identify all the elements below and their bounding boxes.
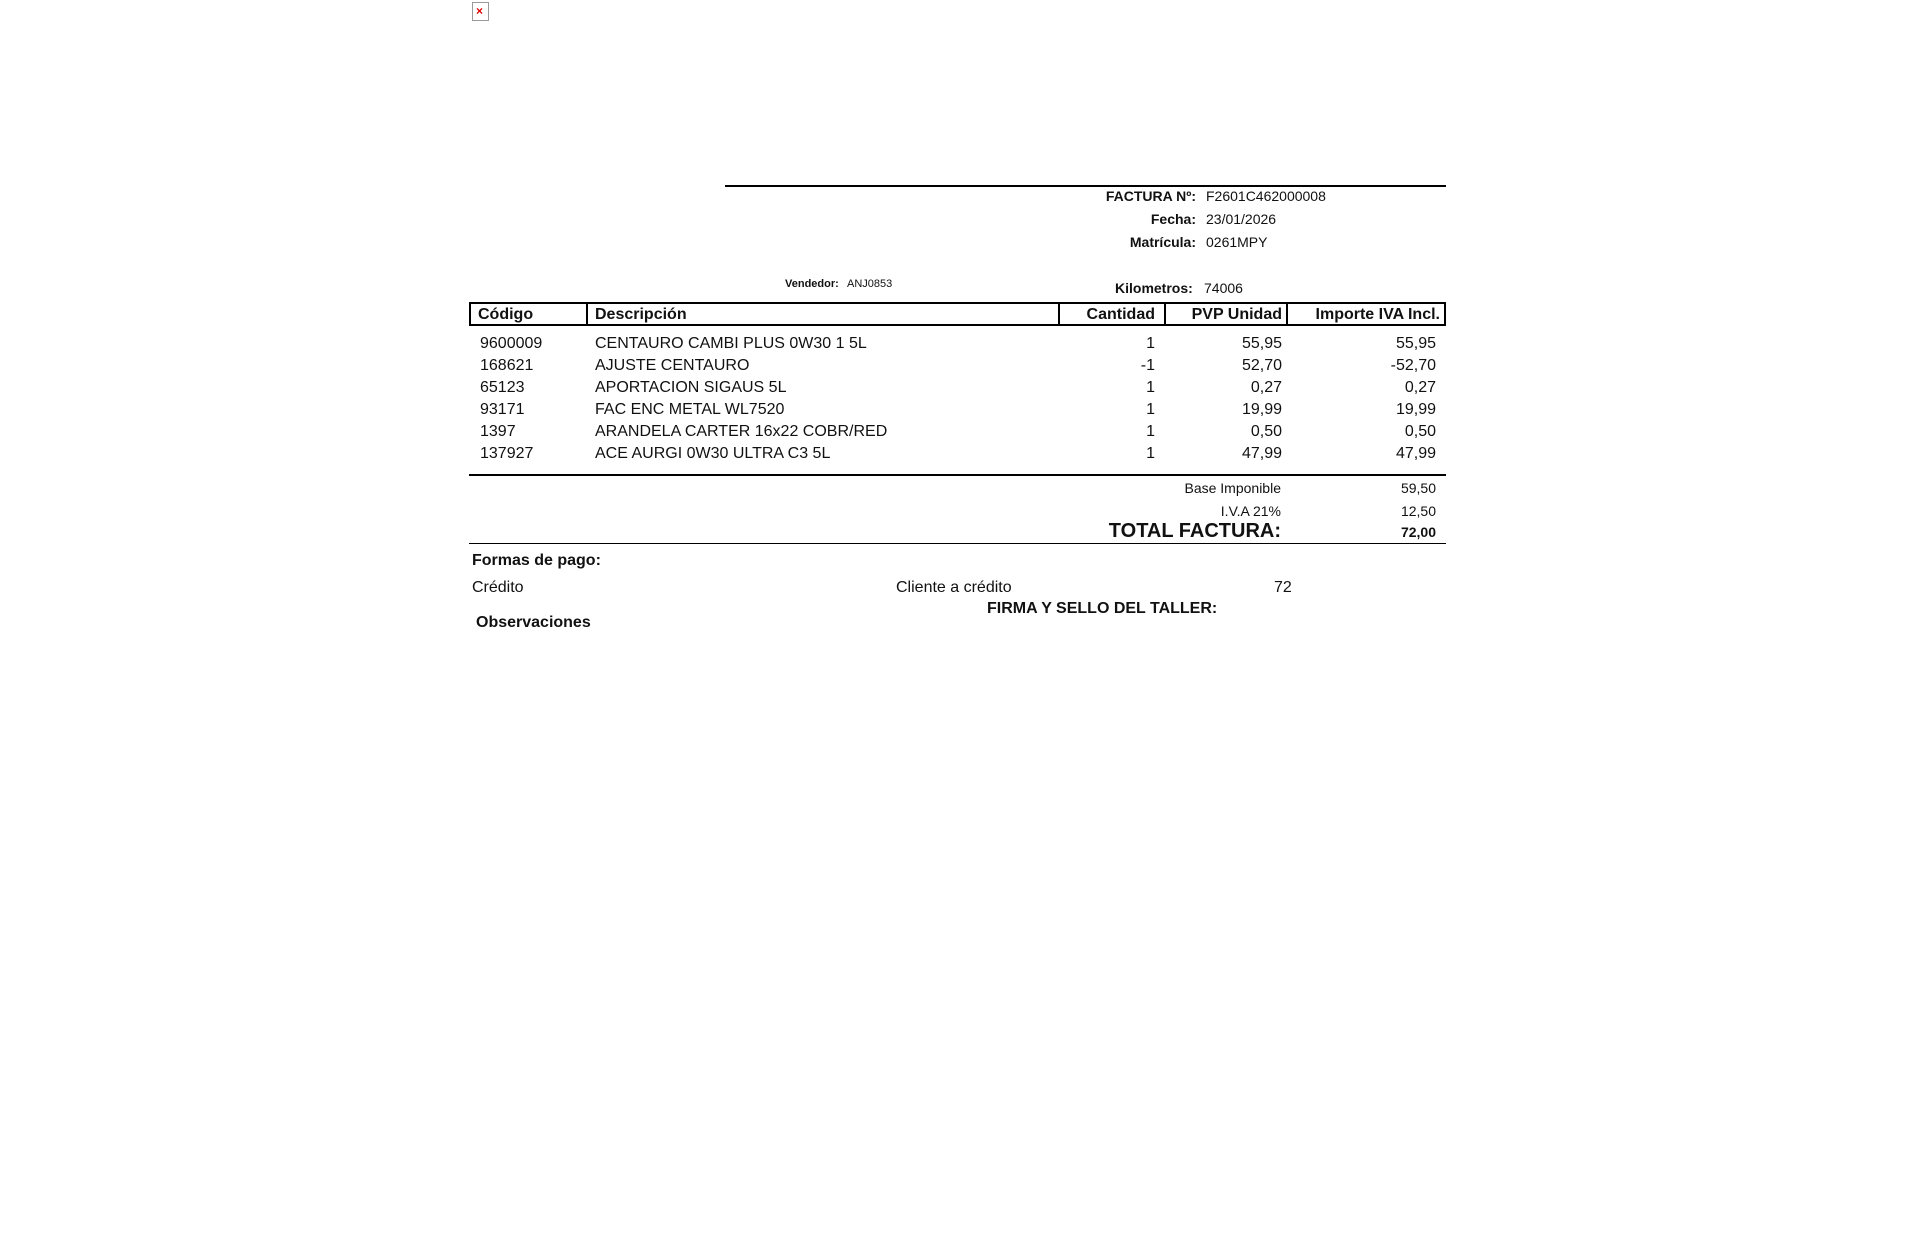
kilometros-label: Kilometros: xyxy=(1115,280,1193,296)
cell-importe: 0,27 xyxy=(1404,379,1436,396)
broken-image-icon: × xyxy=(472,2,489,21)
cell-cantidad: -1 xyxy=(1140,357,1155,374)
matricula-label: Matrícula: xyxy=(1129,234,1196,250)
column-header-descripcion: Descripción xyxy=(595,306,687,323)
base-imponible-label: Base Imponible xyxy=(1184,480,1281,496)
total-factura-value: 72,00 xyxy=(1400,524,1436,540)
table-row xyxy=(469,333,1446,355)
cell-importe: 47,99 xyxy=(1395,445,1436,462)
cell-codigo: 9600009 xyxy=(480,335,543,352)
column-divider xyxy=(1164,304,1166,324)
cell-descripcion: AJUSTE CENTAURO xyxy=(595,357,750,374)
column-divider xyxy=(1058,304,1060,324)
totals-divider xyxy=(469,543,1446,544)
table-bottom-divider xyxy=(469,474,1446,476)
payment-description: Cliente a crédito xyxy=(896,579,1012,596)
cell-importe: 0,50 xyxy=(1404,423,1436,440)
payment-method: Crédito xyxy=(472,579,524,596)
table-row xyxy=(469,377,1446,399)
cell-codigo: 137927 xyxy=(480,445,534,462)
column-divider xyxy=(1286,304,1288,324)
total-factura-label: TOTAL FACTURA: xyxy=(1108,520,1281,542)
cell-descripcion: ARANDELA CARTER 16x22 COBR/RED xyxy=(595,423,888,440)
column-header-importe: Importe IVA Incl. xyxy=(1315,306,1440,323)
matricula-value: 0261MPY xyxy=(1206,234,1268,250)
cell-descripcion: CENTAURO CAMBI PLUS 0W30 1 5L xyxy=(595,335,867,352)
factura-number: F2601C462000008 xyxy=(1206,188,1326,204)
iva-label: I.V.A 21% xyxy=(1220,503,1281,519)
formas-de-pago-title: Formas de pago: xyxy=(472,552,601,569)
cell-cantidad: 1 xyxy=(1146,335,1155,352)
fecha-value: 23/01/2026 xyxy=(1206,211,1277,227)
cell-descripcion: FAC ENC METAL WL7520 xyxy=(595,401,785,418)
cell-pvp: 0,50 xyxy=(1250,423,1282,440)
column-divider xyxy=(586,304,588,324)
firma-sello-label: FIRMA Y SELLO DEL TALLER: xyxy=(987,600,1218,617)
table-row xyxy=(469,421,1446,443)
cell-pvp: 19,99 xyxy=(1241,401,1282,418)
table-header xyxy=(469,302,1446,326)
cell-importe: -52,70 xyxy=(1390,357,1436,374)
cell-importe: 55,95 xyxy=(1395,335,1436,352)
cell-cantidad: 1 xyxy=(1146,379,1155,396)
header-divider xyxy=(725,185,1446,187)
cell-descripcion: APORTACION SIGAUS 5L xyxy=(595,379,787,396)
fecha-label: Fecha: xyxy=(1150,211,1196,227)
cell-pvp: 55,95 xyxy=(1241,335,1282,352)
base-imponible-value: 59,50 xyxy=(1400,480,1436,496)
factura-label: FACTURA Nº: xyxy=(1105,188,1196,204)
column-header-codigo: Código xyxy=(478,306,534,323)
cell-pvp: 0,27 xyxy=(1250,379,1282,396)
cell-pvp: 47,99 xyxy=(1241,445,1282,462)
cell-descripcion: ACE AURGI 0W30 ULTRA C3 5L xyxy=(595,445,831,462)
cell-pvp: 52,70 xyxy=(1241,357,1282,374)
kilometros-value: 74006 xyxy=(1204,280,1243,296)
observaciones-label: Observaciones xyxy=(476,614,591,631)
vendedor-value: ANJ0853 xyxy=(847,278,893,290)
cell-codigo: 168621 xyxy=(480,357,534,374)
cell-importe: 19,99 xyxy=(1395,401,1436,418)
cell-codigo: 65123 xyxy=(480,379,525,396)
payment-amount: 72 xyxy=(1274,579,1292,596)
column-header-pvp: PVP Unidad xyxy=(1191,306,1282,323)
column-header-cantidad: Cantidad xyxy=(1086,306,1155,323)
table-row xyxy=(469,399,1446,421)
cell-cantidad: 1 xyxy=(1146,445,1155,462)
table-row xyxy=(469,355,1446,377)
cell-cantidad: 1 xyxy=(1146,401,1155,418)
table-row xyxy=(469,443,1446,465)
cell-cantidad: 1 xyxy=(1146,423,1155,440)
vendedor-label: Vendedor: xyxy=(785,278,839,290)
cell-codigo: 93171 xyxy=(480,401,525,418)
iva-value: 12,50 xyxy=(1400,503,1436,519)
cell-codigo: 1397 xyxy=(480,423,516,440)
